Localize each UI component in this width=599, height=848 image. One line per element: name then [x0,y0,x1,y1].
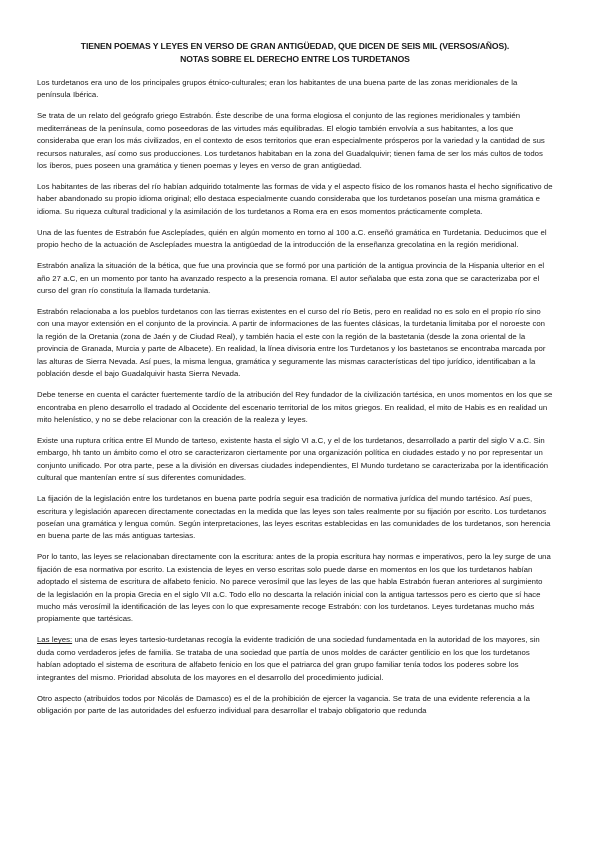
paragraph-1: Los turdetanos era uno de los principales grupos étnico-culturales; eran los habitantes de una buena parte de las zonas meridionales de la península Ibérica. [37,78,518,100]
paragraph-12: Otro aspecto (atribuidos todos por Nicolás de Damasco) es el de la prohibición de ejercer la vagancia. Se trata de una evidente referencia a la obligación por parte de las autoridades del esfuerzo individual para desarrollar el trabajo obligatorio que redunda [37,693,530,715]
paragraph-10: Por lo tanto, las leyes se relacionaban directamente con la escritura: antes de la propia escritura hay normas e imperativos, pero la ley surge de una fijación de esa normativa por escrito. La existencia de leyes en verso escritas solo puede darse en momentos en los que los turdetanos habían adoptado el sistema de escritura de alfabeto fenicio. No parece verosímil que las leyes de las que habla Estrabón fueran anteriores al surgimiento de la legislación en la propia Grecia en el siglo VII a.C. Todo ello no descarta la relación inicial con la antigua tartessos pero es cierto que sí hace mucho más verosímil la identificación de las leyes con lo que expresamente recoge Estrabón: con los turdetanos. Leyes turdetanas mucho más propiamente que tartésicas. [37,552,551,624]
paragraph-11 [37,634,553,684]
document-title [37,40,553,66]
underlined-heading: Las leyes: [37,635,73,645]
title-line-1: TIENEN POEMAS Y LEYES EN VERSO DE GRAN ANTIGÜEDAD, QUE DICEN DE SEIS MIL (VERSOS/AÑOS). [80,41,510,51]
paragraph-9: La fijación de la legislación entre los turdetanos en buena parte podría seguir esa tradición de normativa jurídica del mundo tartésico. Así pues, escritura y legislación aparecen directamente conectadas en la medida que las leyes son tales realmente por su fijación por escrito. Los turdetanos poseían una gramática y lengua común. Según interpretaciones, las leyes escritas establecidas en las comunidades de los turdetanos, son herencia en buena parte de las más antiguas tartesias. [37,494,551,541]
paragraph-11-text: una de esas leyes tartesio-turdetanas recogía la evidente tradición de una sociedad fundamentada en la autoridad de los mayores, sin duda como verdaderos jefes de familia. Se trataba de una sociedad que partía de unos moldes de carácter gentilicio en los que los turdetanos habían adoptado el sistema de escritura de alfabeto fenicio en los que el patriarca del gran grupo familiar tenía todos los poderes sobre los integrantes del mismo. Prioridad absoluta de los mayores en el desarrollo del procedimiento judicial. [37,635,540,682]
paragraph-2: Se trata de un relato del geógrafo griego Estrabón. Éste describe de una forma elogiosa el conjunto de las regiones meridionales y también mediterráneas de la península, como poseedoras de las virtudes más equilibradas. El elogio también envolvía a sus habitantes, a los que consideraba que eran los más civilizados, en el contexto de esos territorios que eran especialmente prósperos por la variedad y la cantidad de sus recursos naturales, así como sus producciones. Los turdetanos habitaban en la zona del Guadalquivir; tienen fama de ser los más cultos de todos los íberos, pues poseen una gramática y tienen poemas y leyes en verso de gran antigüedad. [37,111,545,171]
title-line-2: NOTAS SOBRE EL DERECHO ENTRE LOS TURDETANOS [180,54,410,64]
paragraph-8: Existe una ruptura crítica entre El Mundo de tarteso, existente hasta el siglo VI a.C, y el de los turdetanos, desarrollado a partir del siglo V a.C. Sin embargo, hh tanto un ámbito como el otro se caracterizaron ciertamente por una organización política en ciudades estado y no por representar un conjunto unificado. Por otra parte, pese a la división en diversas ciudades independientes, El Mundo turdetano se caracterizaba por la identificación cultural que mantenían entre sí sus diferentes comunidades. [37,435,549,483]
paragraph-7: Debe tenerse en cuenta el carácter fuertemente tardío de la atribución del Rey fundador de la civilización tartésica, en unos momentos en los que se encontraba en pleno desarrollo el tradado al Occidente del escenario territorial de los mitos griegos. En realidad, el mito de Habis es en realidad un mito helenístico, y no se debe relacionar con la creación de la realeza y leyes. [37,390,553,424]
paragraph-4: Una de las fuentes de Estrabón fue Asclepíades, quién en algún momento en torno al 100 a.C. enseñó gramática en Turdetania. Deducimos que el propio hecho de la actuación de Asclepíades muestra la antigüedad de la introducción de la enseñanza grecolatina en la región meridional. [37,227,547,250]
paragraph-6: Estrabón relacionaba a los pueblos turdetanos con las tierras existentes en el curso del río Betis, pero en realidad no es solo en el propio río sino con una mayor extensión en el conjunto de la provincia. A partir de informaciones de las fuentes clásicas, la turdetania limitaba por el noroeste con la región de la Oretania (zona de Jaén y de Ciudad Real), y también hacia el este con la región de la bastetania (desde la zona oriental de la provincia de Granada, Murcia y parte de Albacete). En realidad, la línea divisoria entre los Turdetanos y los bastetanos se encontraba marcada por las alturas de Sierra Nevada. Así pues, la misma lengua, gramática y seguramente las mismas características del tipo jurídico, identificaban a la población desde el bajo Guadalquivir hasta Sierra Nevada. [37,307,546,379]
paragraph-5: Estrabón analiza la situación de la bética, que fue una provincia que se formó por una partición de la antigua provincia de la Hispania ulterior en el año 27 a.C, en un momento por tanto ha avanzado respecto a la presencia romana. El autor señalaba que esta zona que se caracterizaba por el curso del gran río constituía la llamada turdetania. [37,261,545,296]
paragraph-3: Los habitantes de las riberas del río habían adquirido totalmente las formas de vida y el aspecto físico de los romanos hasta el hecho significativo de haber abandonado su propio idioma original; ello destaca especialmente cuando consideraba que los turdetanos poseían una misma gramática e idioma. Su riqueza cultural tradicional y la asimilación de los turdetanos a Roma era en esos momentos prácticamente completa. [37,182,553,216]
